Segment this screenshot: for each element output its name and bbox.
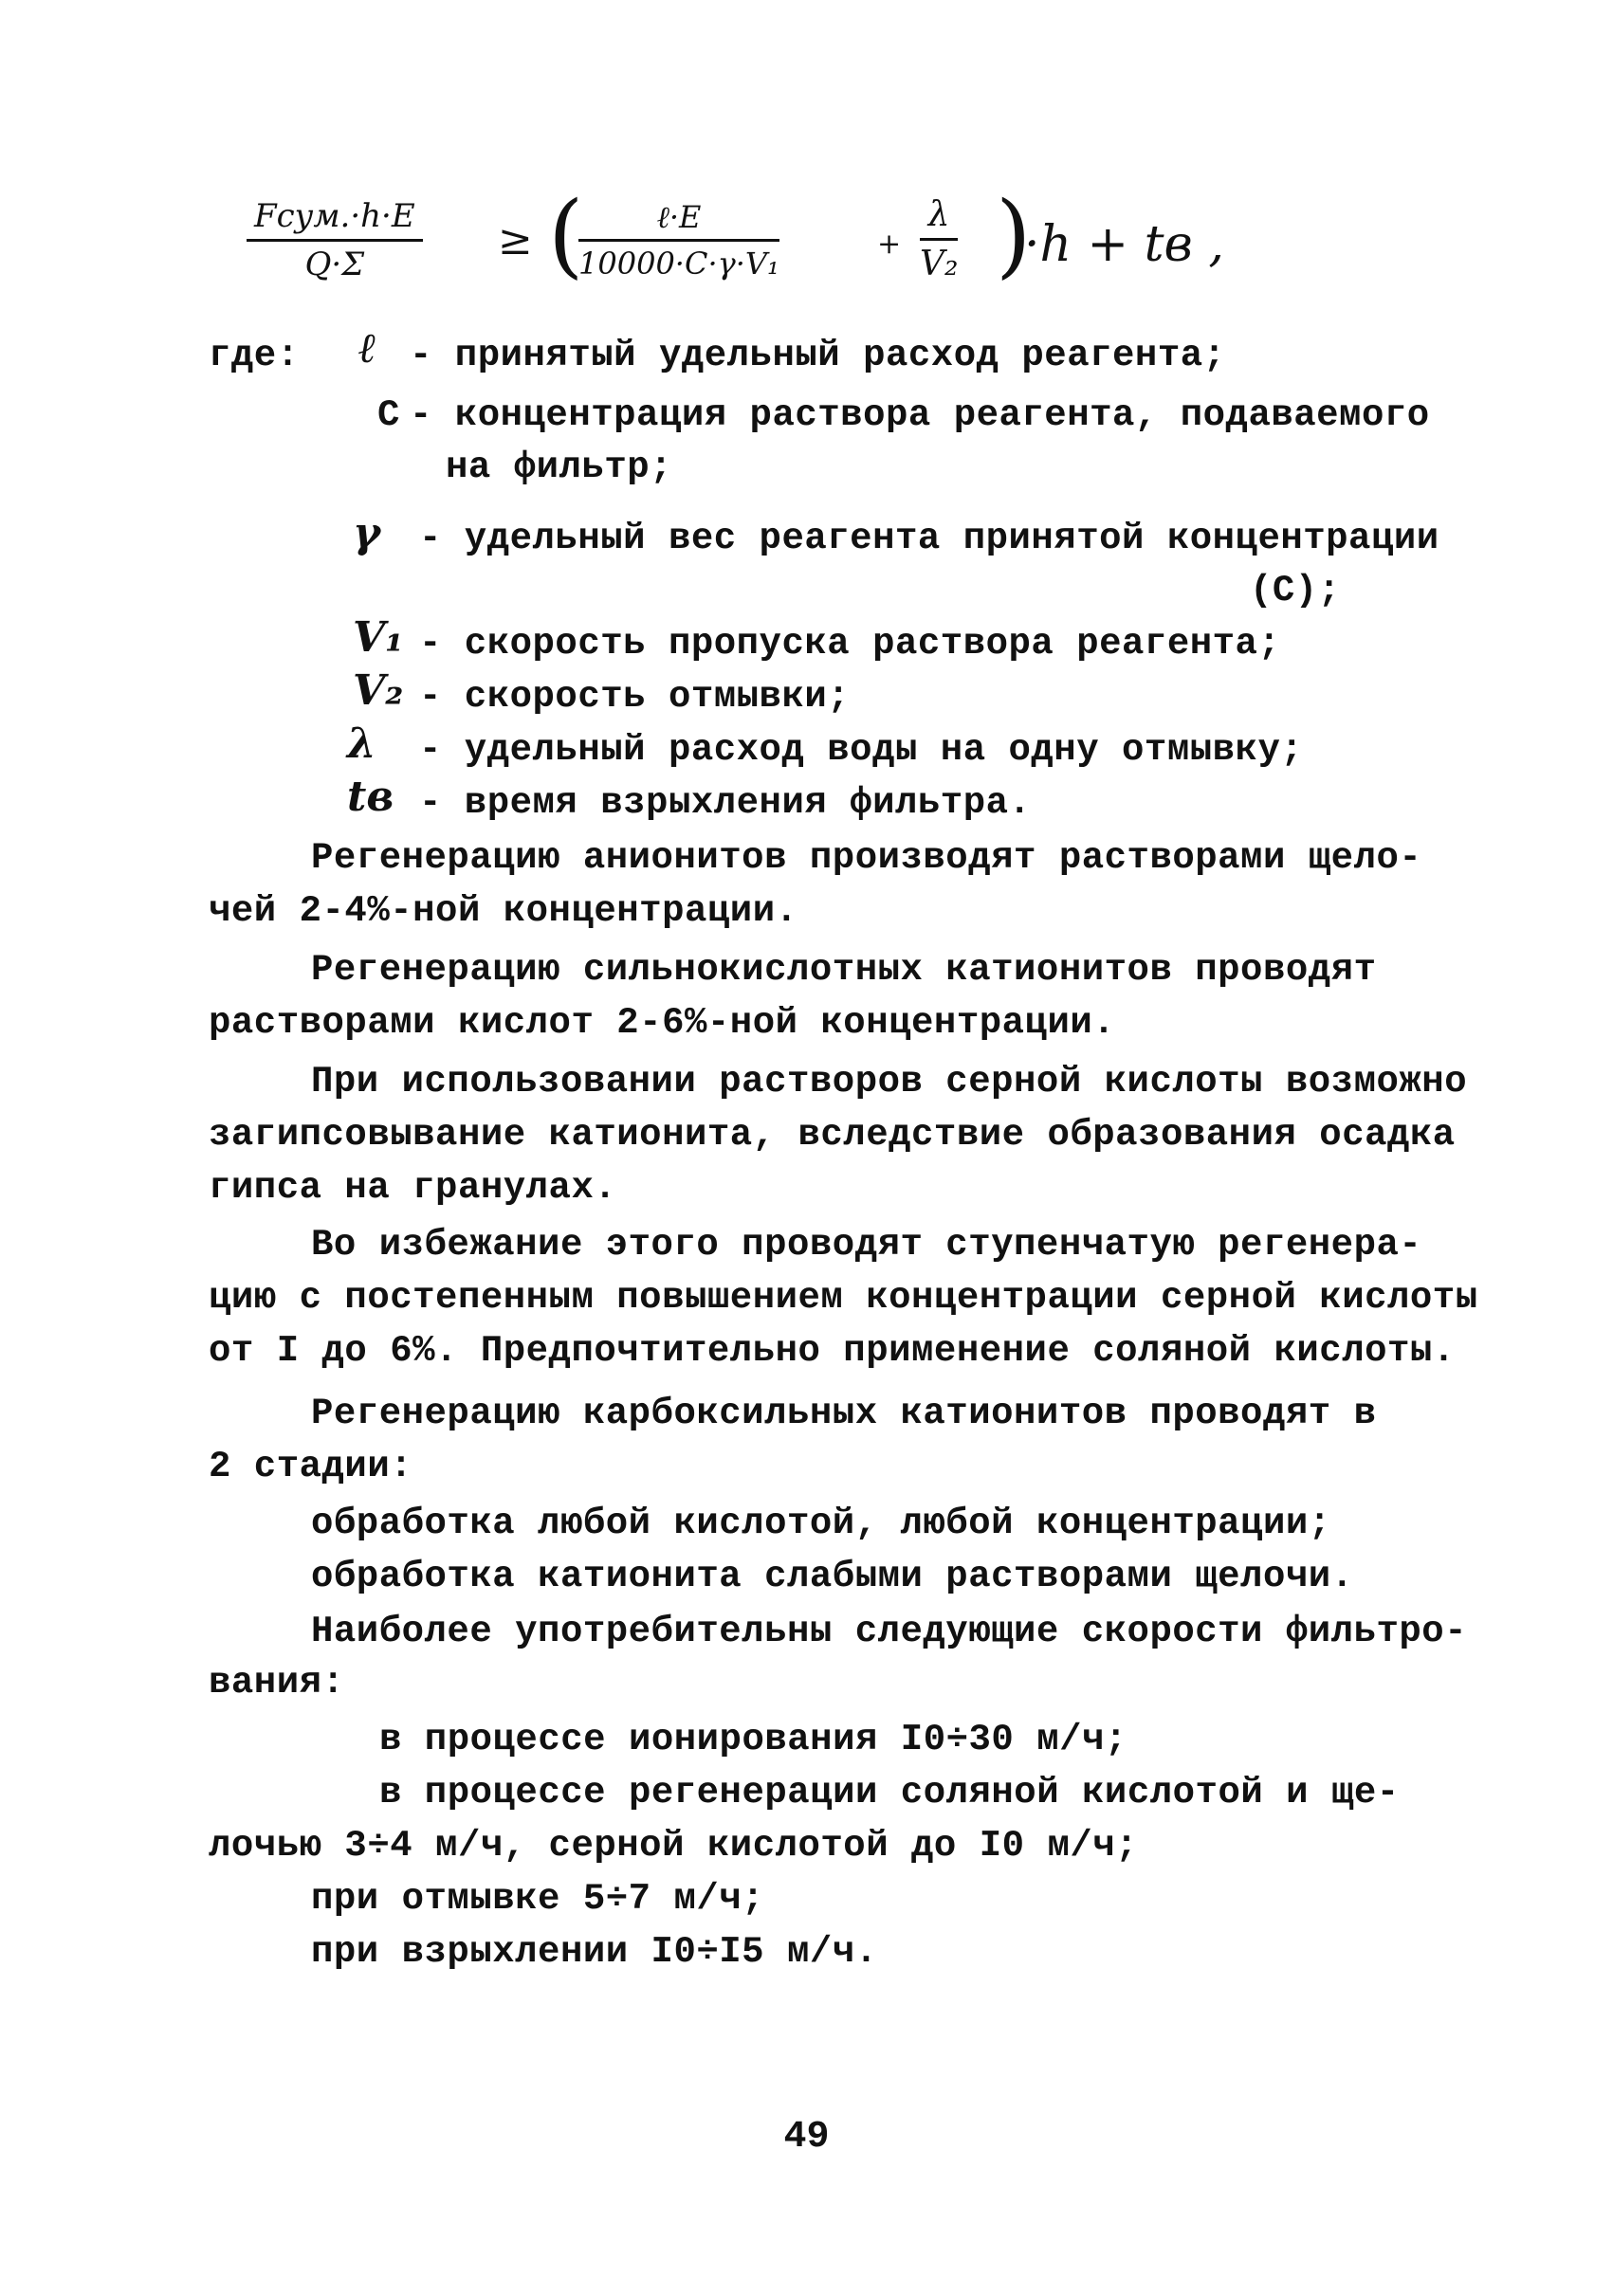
body-line: загипсовывание катионита, вследствие образования осадка bbox=[209, 1114, 1456, 1156]
formula-reagent-denominator: 10000·C·γ·V₁ bbox=[578, 246, 779, 282]
formula-lhs-numerator: Fсум.·h·E bbox=[247, 197, 423, 242]
definition-text: - удельный вес реагента принятой концентрации bbox=[419, 518, 1439, 559]
formula-close-paren: ) bbox=[996, 182, 1032, 288]
body-line: от I до 6%. Предпочтительно применение соляной кислоты. bbox=[209, 1330, 1456, 1372]
body-line: обработка любой кислотой, любой концентрации; bbox=[311, 1503, 1331, 1544]
definition-symbol: ℓ bbox=[358, 324, 376, 373]
body-line: лочью 3÷4 м/ч, серной кислотой до I0 м/ч; bbox=[209, 1825, 1139, 1867]
body-line: Регенерацию карбоксильных катионитов проводят в bbox=[311, 1393, 1377, 1434]
formula-open-paren: ( bbox=[548, 182, 584, 288]
formula bbox=[247, 182, 1290, 294]
body-line: 2 стадии: bbox=[209, 1446, 413, 1487]
body-line: вания: bbox=[209, 1662, 345, 1704]
body-line: обработка катионита слабыми растворами щелочи. bbox=[311, 1556, 1354, 1597]
formula-lhs-fraction bbox=[247, 197, 423, 283]
where-label: где: bbox=[209, 335, 300, 376]
body-line: при взрыхлении I0÷I5 м/ч. bbox=[311, 1931, 878, 1973]
definition-symbol: C bbox=[377, 394, 400, 436]
definition-text-continued: (C); bbox=[1250, 570, 1341, 611]
definition-text: - время взрыхления фильтра. bbox=[419, 782, 1032, 824]
formula-lhs-denominator: Q·Σ bbox=[304, 246, 365, 283]
definition-symbol: λ bbox=[347, 720, 376, 768]
definition-text: - скорость пропуска раствора реагента; bbox=[419, 623, 1281, 665]
definition-text: - принятый удельный расход реагента; bbox=[410, 335, 1226, 376]
definition-symbol: V₂ bbox=[353, 666, 404, 715]
body-line: растворами кислот 2-6%-ной концентрации. bbox=[209, 1002, 1116, 1044]
body-line: Регенерацию сильнокислотных катионитов проводят bbox=[311, 949, 1377, 991]
body-line: при отмывке 5÷7 м/ч; bbox=[311, 1878, 765, 1920]
page-number: 49 bbox=[783, 2116, 830, 2159]
body-line: чей 2-4%-ной концентрации. bbox=[209, 890, 798, 932]
definition-symbol: V₁ bbox=[353, 613, 404, 662]
body-line: При использовании растворов серной кислоты возможно bbox=[311, 1061, 1468, 1102]
definition-symbol: tв bbox=[347, 773, 394, 821]
definition-symbol: γ bbox=[353, 509, 381, 557]
formula-reagent-numerator: ℓ·E bbox=[578, 199, 779, 242]
formula-relation: ≥ bbox=[498, 216, 533, 264]
body-line: Во избежание этого проводят ступенчатую регенера- bbox=[311, 1224, 1422, 1266]
formula-reagent-fraction bbox=[578, 199, 779, 282]
definition-text-continued: на фильтр; bbox=[446, 446, 673, 488]
body-line: цию с постепенным повышением концентрации серной кислоты bbox=[209, 1277, 1478, 1319]
formula-rinse-fraction bbox=[920, 195, 958, 283]
formula-plus: + bbox=[877, 228, 902, 261]
formula-tail: ·h + tв , bbox=[1024, 216, 1224, 273]
formula-rinse-denominator: V₂ bbox=[920, 245, 959, 283]
formula-rinse-numerator: λ bbox=[920, 195, 958, 241]
definition-text: - концентрация раствора реагента, подаваемого bbox=[410, 394, 1430, 436]
definition-text: - скорость отмывки; bbox=[419, 676, 851, 718]
definition-text: - удельный расход воды на одну отмывку; bbox=[419, 729, 1304, 771]
body-line: в процессе ионирования I0÷30 м/ч; bbox=[379, 1719, 1127, 1760]
body-line: Регенерацию анионитов производят растворами щело- bbox=[311, 837, 1422, 879]
body-line: гипса на гранулах. bbox=[209, 1167, 617, 1209]
body-line: в процессе регенерации соляной кислотой и ще- bbox=[379, 1772, 1400, 1813]
body-line: Наиболее употребительны следующие скорости фильтро- bbox=[311, 1611, 1468, 1652]
